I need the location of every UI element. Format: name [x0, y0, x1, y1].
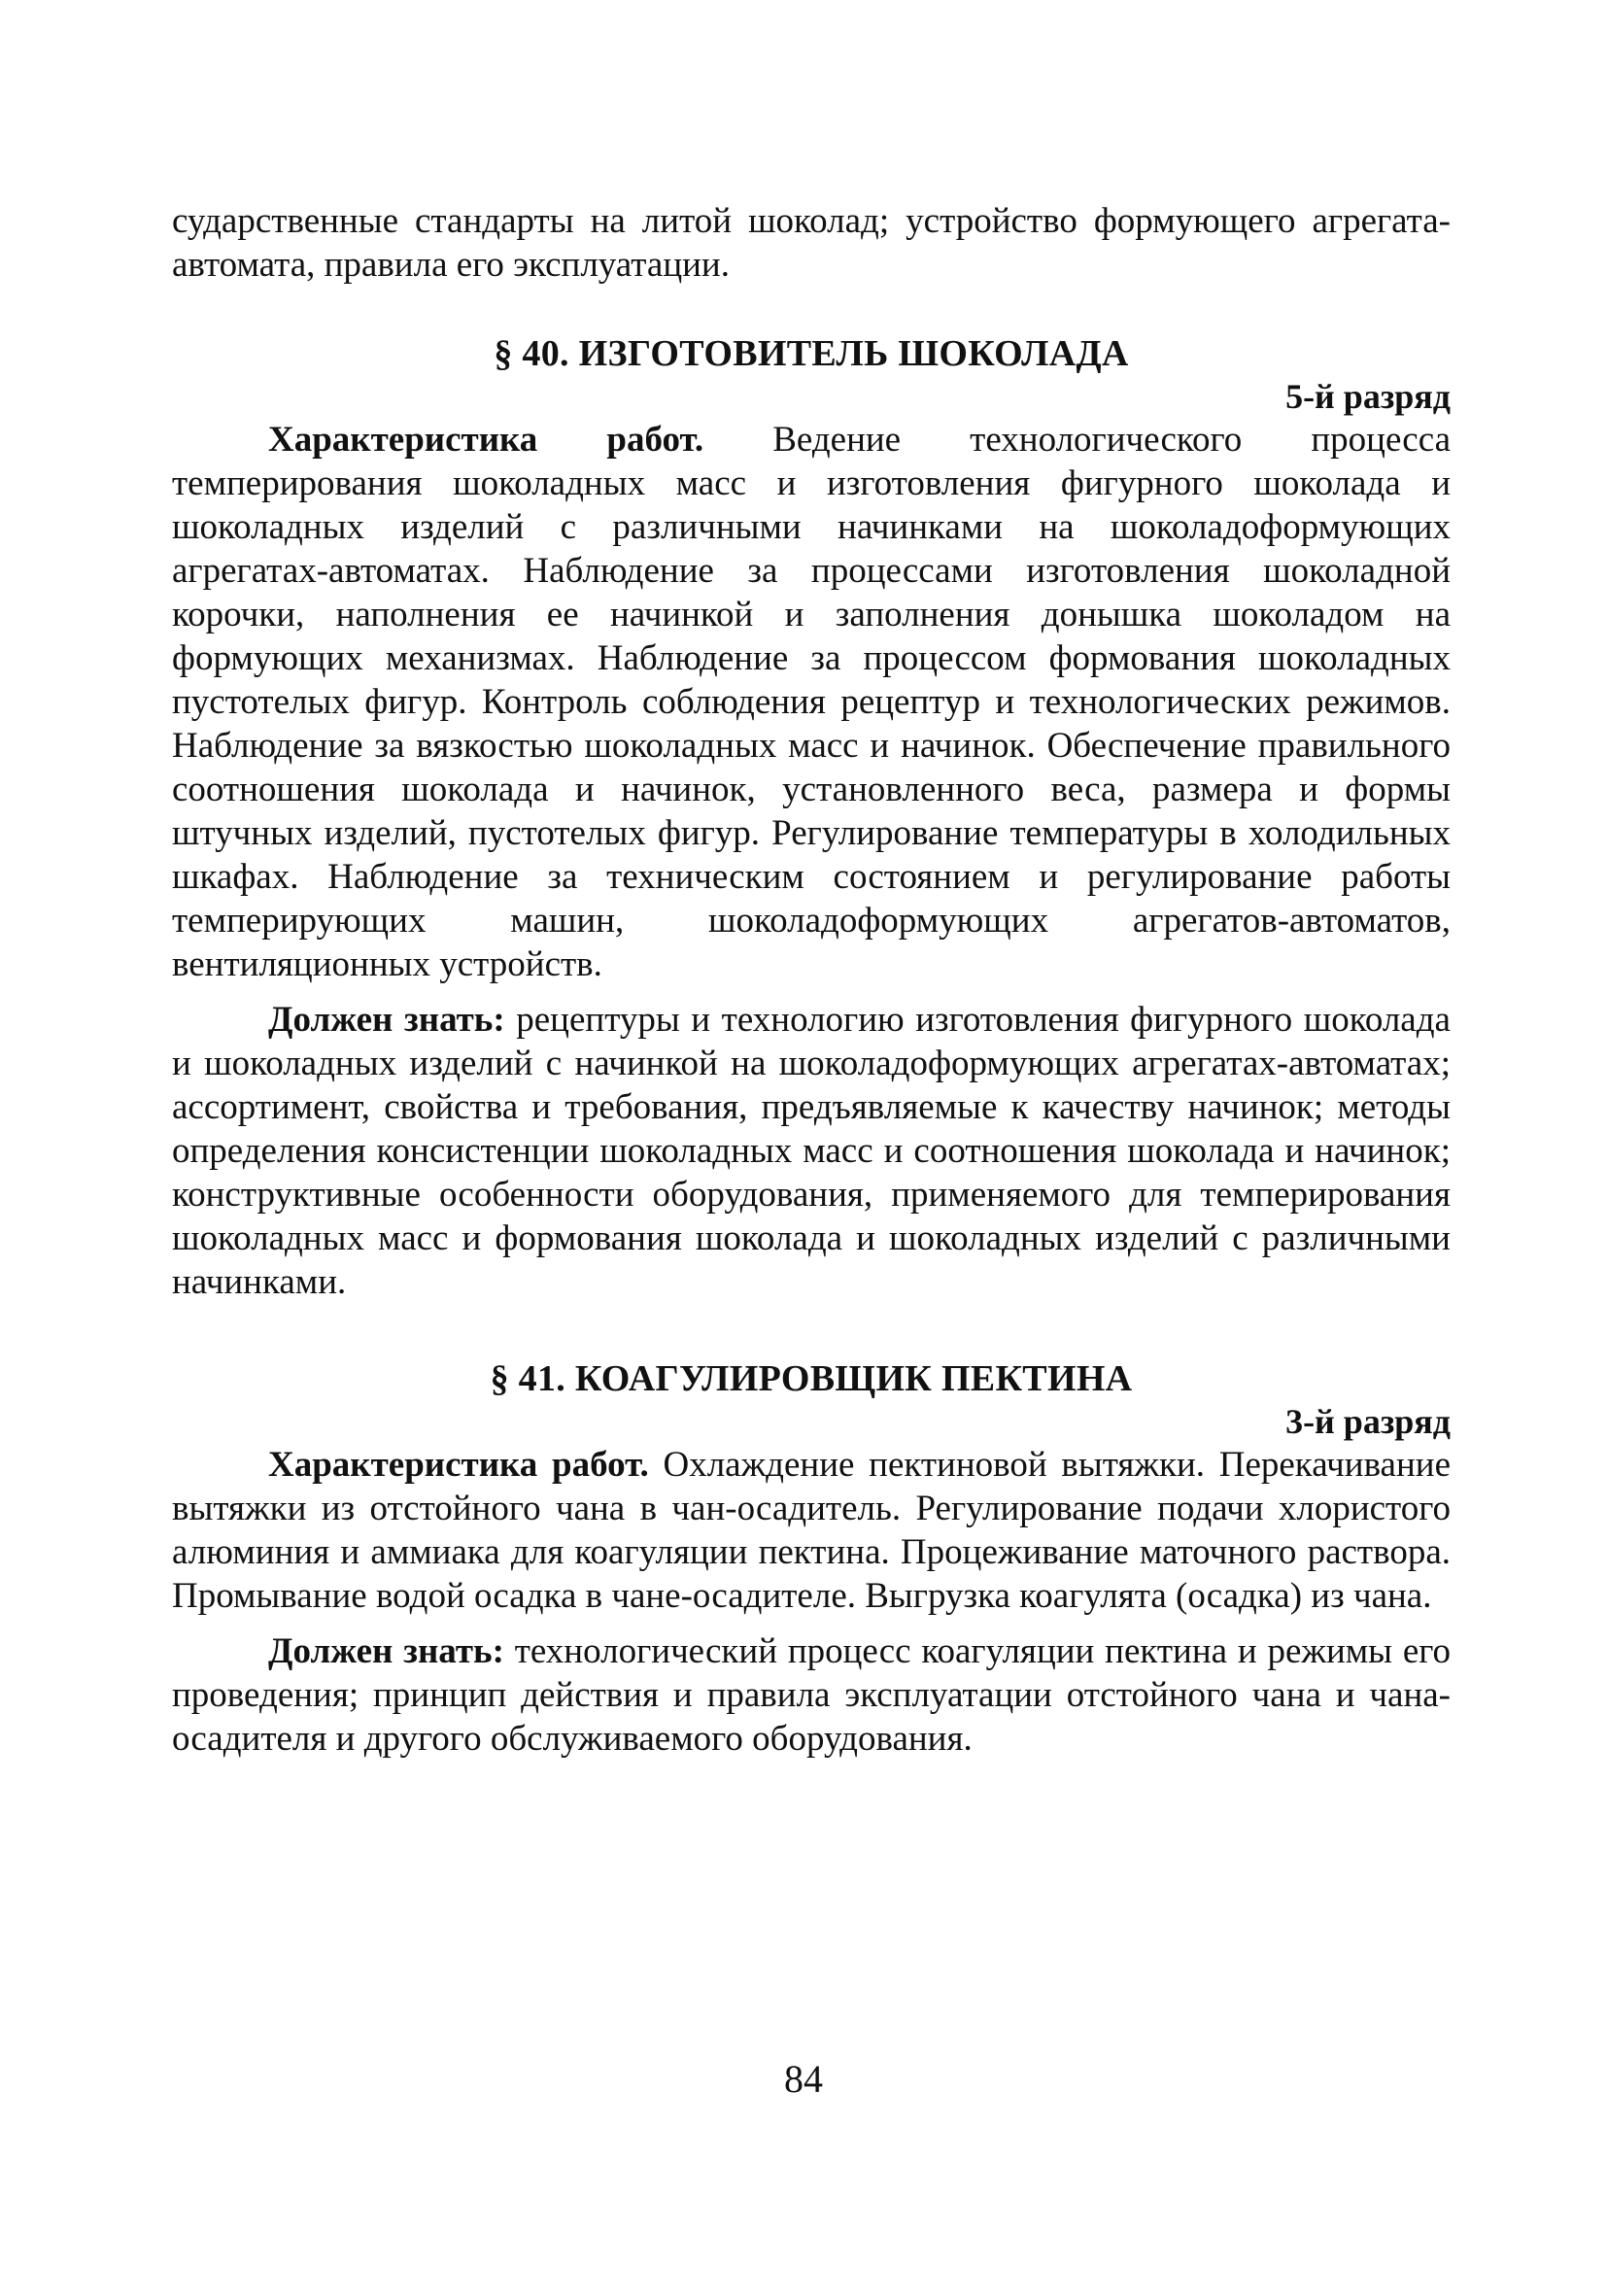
must-know-text: технологический процесс коагуляции пектина и режимы его проведения; принцип действия и правила эксплуатации отстойного чана и чана-осадителя и другого обслуживаемого оборудования. — [172, 1631, 1451, 1759]
work-characteristics-label: Характеристика работ. — [268, 1445, 649, 1485]
work-characteristics-label: Характеристика работ. — [268, 420, 704, 460]
must-know-paragraph — [172, 1629, 1451, 1761]
intro-paragraph: сударственные стандарты на литой шоколад; устройство формующего агрегата-автомата, правила его эксплуатации. — [172, 201, 1451, 285]
grade-label: 3-й разряд — [1285, 1402, 1451, 1441]
section-41 — [172, 1357, 1451, 1761]
section-40 — [172, 332, 1451, 1304]
must-know-label: Должен знать: — [268, 1631, 504, 1671]
page-number: 84 — [784, 2057, 823, 2101]
must-know-paragraph — [172, 998, 1451, 1304]
work-characteristics-text: Ведение технологического процесса темперирования шоколадных масс и изготовления фигурного шоколада и шоколадных изделий с различными начинками на шоколадоформующих агрегатах-автоматах. Наблюдение за процессами изготовления шоколадной корочки, наполнения ее начинкой и заполнения донышка шоколадом на формующих механизмах. Наблюдение за процессом формования шоколадных пустотелых фигур. Контроль соблюдения рецептур и технологических режимов. Наблюдение за вязкостью шоколадных масс и начинок. Обеспечение правильного соотношения шоколада и начинок, установленного веса, размера и формы штучных изделий, пустотелых фигур. Регулирование температуры в холодильных шкафах. Наблюдение за техническим состоянием и регулирование работы темперирующих машин, шоколадоформующих агрегатов-автоматов, вентиляционных устройств. — [172, 420, 1452, 984]
must-know-label: Должен знать: — [268, 1000, 505, 1040]
work-characteristics-paragraph — [172, 418, 1451, 986]
must-know-text: рецептуры и технологию изготовления фигурного шоколада и шоколадных изделий с начинкой на шоколадоформующих агрегатах-автоматах; ассортимент, свойства и требования, предъявляемые к качеству начинок; методы определения консистенции шоколадных масс и соотношения шоколада и начинок; конструктивные особенности оборудования, применяемого для темперирования шоколадных масс и формования шоколада и шоколадных изделий с различными начинками. — [172, 1000, 1451, 1302]
grade-label: 5-й разряд — [1285, 377, 1451, 416]
section-title: § 40. ИЗГОТОВИТЕЛЬ ШОКОЛАДА — [494, 333, 1129, 374]
work-characteristics-text: Охлаждение пектиновой вытяжки. Перекачивание вытяжки из отстойного чана в чан-осадитель. Регулирование подачи хлористого алюминия и аммиака для коагуляции пектина. Процеживание маточного раствора. Промывание водой осадка в чане-осадителе. Выгрузка коагулята (осадка) из чана. — [172, 1445, 1452, 1616]
page-body — [172, 199, 1451, 1761]
section-title: § 41. КОАГУЛИРОВЩИК ПЕКТИНА — [490, 1358, 1133, 1399]
work-characteristics-paragraph — [172, 1443, 1451, 1618]
